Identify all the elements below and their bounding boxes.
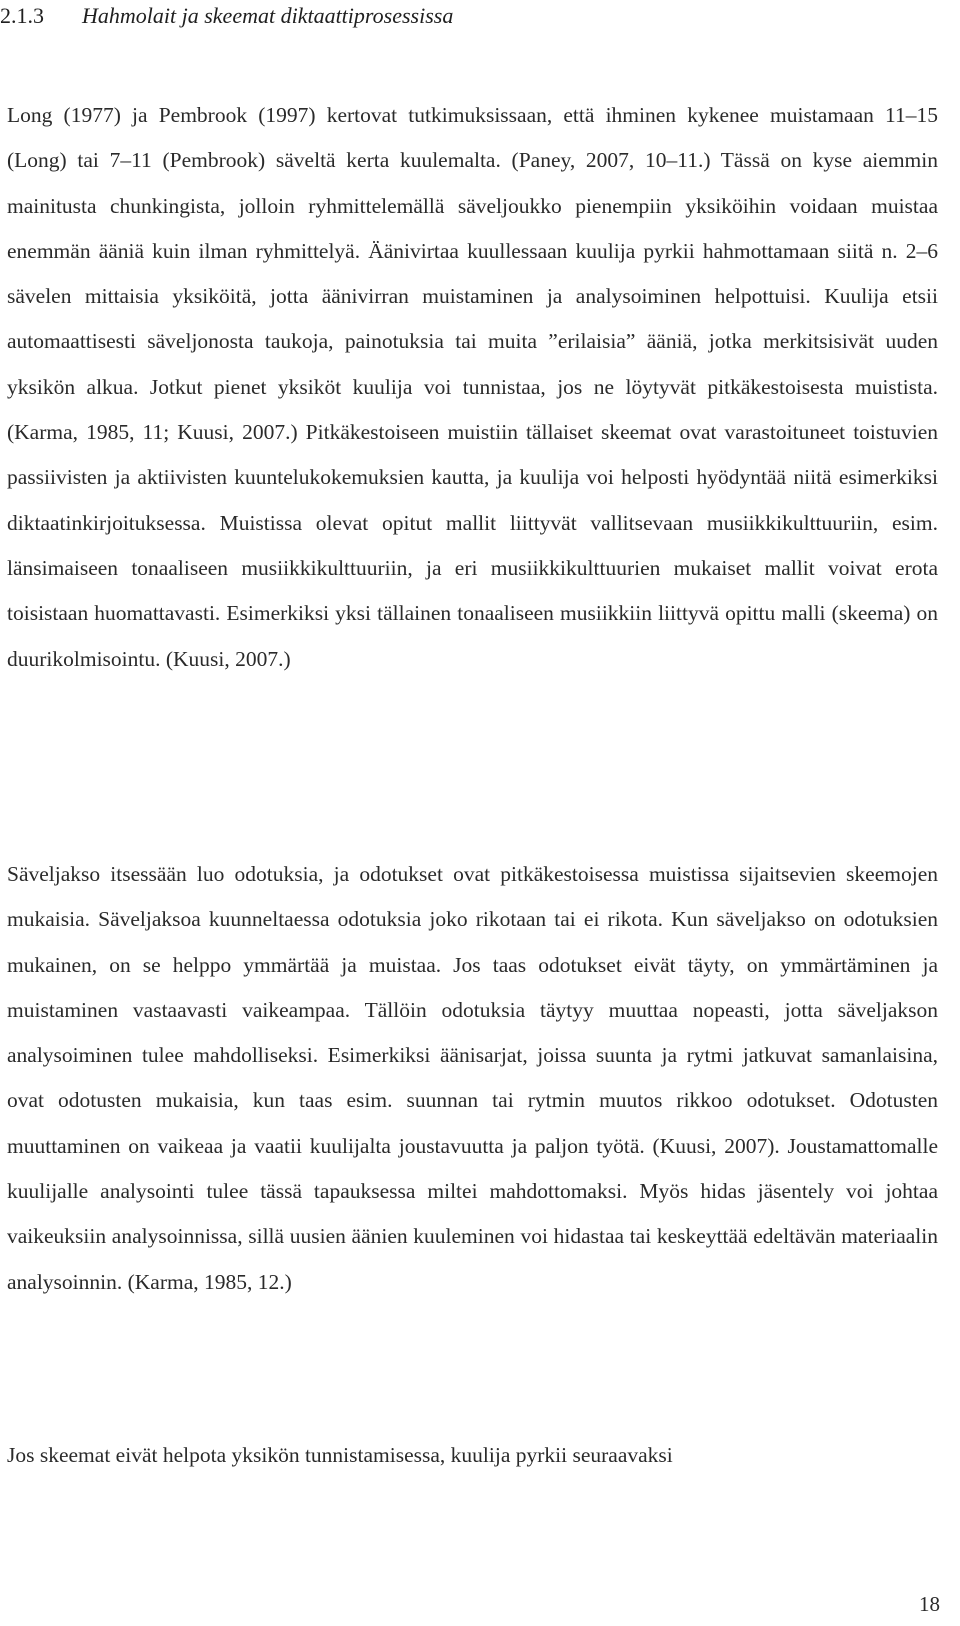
page-number: 18 [919,1592,940,1616]
paragraph-2: Säveljakso itsessään luo odotuksia, ja odotukset ovat pitkäkestoisessa muistissa sijaitsevien skeemojen mukaisia. Säveljaksoa kuunneltaessa odotuksia joko rikotaan tai ei rikota. Kun säveljakso on odotuksien mukainen, on se helppo ymmärtää ja muistaa. Jos taas odotukset eivät täyty, on ymmärtäminen ja muistaminen vastaavasti vaikeampaa. Tällöin odotuksia täytyy muuttaa nopeasti, jotta säveljakson analysoiminen tulee mahdolliseksi. Esimerkiksi äänisarjat, joissa suunta ja rytmi jatkuvat samanlaisina, ovat odotusten mukaisia, kun taas esim. suunnan tai rytmin muutos rikkoo odotukset. Odotusten muuttaminen on vaikeaa ja vaatii kuulijalta joustavuutta ja paljon työtä. (Kuusi, 2007). Joustamattomalle kuulijalle analysointi tulee tässä tapauksessa miltei mahdottomaksi. Myös hidas jäsentely voi johtaa vaikeuksiin analysoinnissa, sillä uusien äänien kuuleminen voi hidastaa tai keskeyttää edeltävän materiaalin analysoinnin. (Karma, 1985, 12.) [7,862,938,1294]
paragraph-3: Jos skeemat eivät helpota yksikön tunnistamisessa, kuulija pyrkii seuraavaksi [7,1443,673,1467]
section-number: 2.1.3 [0,3,44,28]
section-heading [0,2,453,30]
section-title: Hahmolait ja skeemat diktaattiprosessissa [82,3,454,28]
paragraph-1: Long (1977) ja Pembrook (1997) kertovat tutkimuksissaan, että ihminen kykenee muistamaan 11–15 (Long) tai 7–11 (Pembrook) säveltä kerta kuulemalta. (Paney, 2007, 10–11.) Tässä on kyse aiemmin mainitusta chunkingista, jolloin ryhmittelemällä säveljoukko pienempiin yksiköihin voidaan muistaa enemmän ääniä kuin ilman ryhmittelyä. Äänivirtaa kuullessaan kuulija pyrkii hahmottamaan siitä n. 2–6 sävelen mittaisia yksiköitä, jotta äänivirran muistaminen ja analysoiminen helpottuisi. Kuulija etsii automaattisesti säveljonosta taukoja, painotuksia tai muita ”erilaisia” ääniä, jotka merkitsisivät uuden yksikön alkua. Jotkut pienet yksiköt kuulija voi tunnistaa, jos ne löytyvät pitkäkestoisesta muistista. (Karma, 1985, 11; Kuusi, 2007.) Pitkäkestoiseen muistiin tällaiset skeemat ovat varastoituneet toistuvien passiivisten ja aktiivisten kuuntelukokemuksien kautta, ja kuulija voi helposti hyödyntää niitä esimerkiksi diktaatinkirjoituksessa. Muistissa olevat opitut mallit liittyvät vallitsevaan musiikkikulttuuriin, esim. länsimaiseen tonaaliseen musiikkikulttuuriin, ja eri musiikkikulttuurien mukaiset mallit voivat erota toisistaan huomattavasti. Esimerkiksi yksi tällainen tonaaliseen musiikkiin liittyvä opittu malli (skeema) on duurikolmisointu. (Kuusi, 2007.) [7,103,938,671]
